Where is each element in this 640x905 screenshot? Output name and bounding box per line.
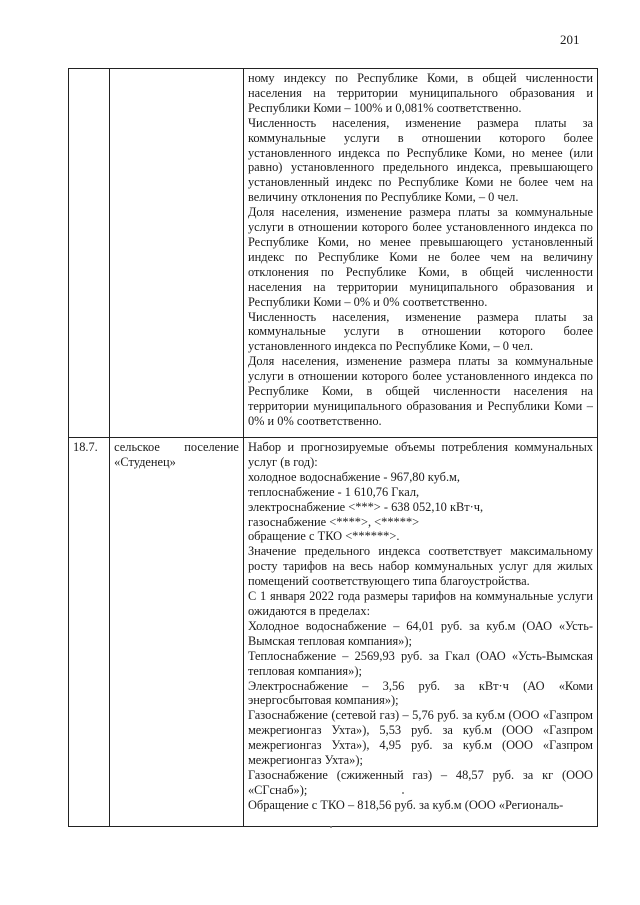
scan-speck	[402, 792, 404, 794]
row-name-cell	[110, 69, 244, 438]
page-number: 201	[560, 32, 580, 47]
row-name-cell: сельское поселение «Студенец»	[110, 438, 244, 827]
row-number-cell	[69, 69, 110, 438]
row-number-cell: 18.7.	[69, 438, 110, 827]
row-text-cell: Набор и прогнозируемые объемы потребления коммунальных услуг (в год): холодное водоснабжение - 967,80 куб.м, теплоснабжение - 1 610,76 Гкал, электроснабжение <***> - 638 052,10 кВт·ч, газоснабжение <****>, <*****> обращение с ТКО <******>. Значение предельного индекса соответствует максимальному росту тарифов на весь набор коммунальных услуг для жилых помещений соответствующего типа благоустройства. С 1 января 2022 года размеры тарифов на коммунальные услуги ожидаются в пределах: Холодное водоснабжение – 64,01 руб. за куб.м (ОАО «Усть-Вымская тепловая компания»); Теплоснабжение – 2569,93 руб. за Гкал (ОАО «Усть-Вымская тепловая компания»); Электроснабжение – 3,56 руб. за кВт·ч (АО «Коми энергосбытовая компания»); Газоснабжение (сетевой газ) – 5,76 руб. за куб.м (ООО «Газпром межрегионгаз Ухта»), 5,53 руб. за куб.м (ООО «Газпром межрегионгаз Ухта»), 4,95 руб. за куб.м (ООО «Газпром межрегионгаз Ухта»); Газоснабжение (сжиженный газ) – 48,57 руб. за кг (ООО «СГснаб»); Обращение с ТКО – 818,56 руб. за куб.м (ООО «Региональ-	[243, 438, 597, 827]
tariff-table	[68, 68, 598, 827]
scan-speck	[330, 826, 332, 828]
table-row	[69, 438, 598, 827]
table-row	[69, 69, 598, 438]
row-text-cell: ному индексу по Республике Коми, в общей численности населения на территории муниципального образования и Республики Коми – 100% и 0,081% соответственно. Численность населения, изменение размера платы за коммунальные услуги в отношении которого более установленного индекса по Республике Коми, но менее (или равно) установленного предельного индекса, превышающего установленный индекс по Республике Коми не более чем на величину отклонения по Республике Коми, – 0 чел. Доля населения, изменение размера платы за коммунальные услуги в отношении которого более установленного индекса по Республике Коми, но менее превышающего установленный индекс по Республике Коми не более чем на величину отклонения по Республике Коми, в общей численности населения на территории муниципального образования и Республики Коми – 0% и 0% соответственно. Численность населения, изменение размера платы за коммунальные услуги в отношении которого более установленного индекса по Республике Коми, – 0 чел. Доля населения, изменение размера платы за коммунальные услуги в отношении которого более установленного индекса по Республике Коми, в общей численности населения на территории муниципального образования и Республики Коми – 0% и 0% соответственно.	[243, 69, 597, 438]
